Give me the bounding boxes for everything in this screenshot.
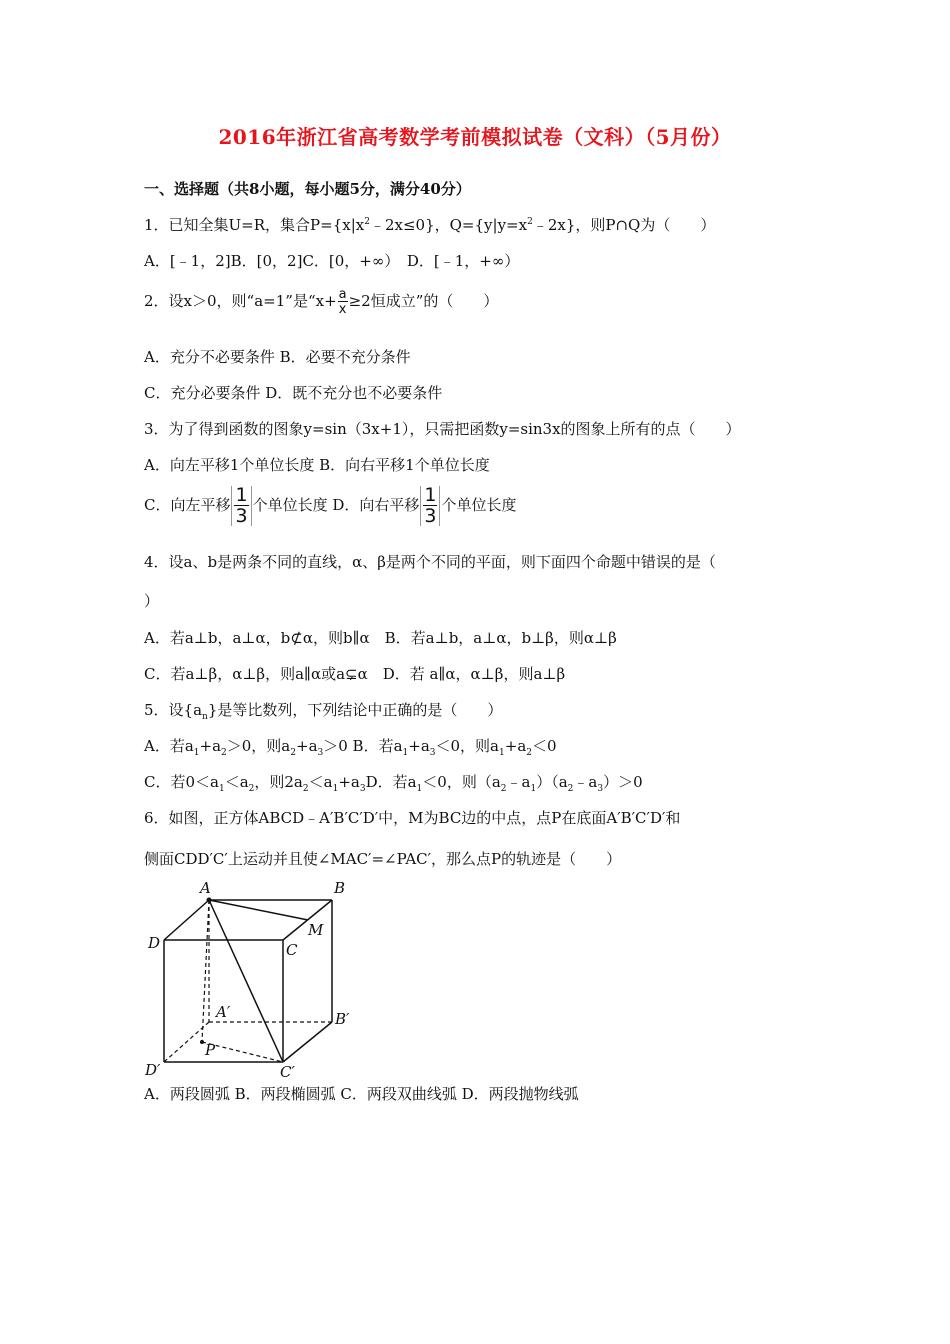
label-A: A — [200, 879, 211, 897]
question-3-options-line1: A．向左平移1个单位长度 B．向右平移1个单位长度 — [144, 456, 490, 474]
q5-subscript: 2 — [526, 748, 532, 758]
q5-subscript: 1 — [530, 784, 537, 794]
q5-subscript: 1 — [416, 784, 423, 794]
q1-stem-part: ﹣2x}，则P∩Q为（ ） — [532, 216, 716, 234]
q5-subscript: 2 — [290, 748, 296, 758]
q5-subscript: 3 — [359, 784, 366, 794]
label-D1: D′ — [145, 1061, 161, 1078]
page-title: 2016年浙江省高考数学考前模拟试卷（文科）（5月份） — [218, 125, 732, 149]
q5-option-text: ＜a — [224, 773, 249, 791]
q5-subscript: 3 — [429, 748, 436, 758]
q5-subscript: 1 — [332, 784, 339, 794]
q5-option-text: ＞0 B．若a — [323, 737, 403, 755]
q5-subscript: 1 — [402, 748, 409, 758]
question-2-stem — [144, 288, 498, 316]
label-M: M — [308, 921, 324, 939]
q5-option-text: +a — [296, 737, 318, 755]
label-A1: A′ — [216, 1003, 231, 1021]
label-C1: C′ — [280, 1063, 295, 1078]
q5-option-text: ＜a — [308, 773, 333, 791]
q5-stem-part: 5．设{a — [144, 701, 203, 719]
q5-subscript: 1 — [499, 748, 505, 758]
fraction-one-third — [420, 486, 440, 526]
q5-option-text: +a — [408, 737, 430, 755]
q5-option-text: ＜0，则（a — [422, 773, 501, 791]
q5-subscript: n — [202, 712, 208, 722]
fraction-one-third — [231, 486, 251, 526]
fraction-denominator: x — [338, 302, 347, 317]
q5-subscript: 2 — [302, 784, 309, 794]
q2-stem-part: ≥2恒成立”的（ ） — [348, 292, 499, 310]
question-5-options-line2 — [144, 771, 643, 794]
question-3-options-line2 — [144, 486, 516, 526]
q1-stem-part: 1．已知全集U=R，集合P={x|x — [144, 216, 365, 234]
question-6-options: A．两段圆弧 B．两段椭圆弧 C．两段双曲线弧 D．两段抛物线弧 — [144, 1085, 579, 1103]
q1-superscript: 2 — [527, 217, 533, 227]
q5-option-text: ）＞0 — [603, 773, 643, 791]
fraction-numerator: 1 — [424, 484, 437, 506]
section-heading: 一、选择题（共8小题，每小题5分，满分40分） — [144, 180, 471, 198]
fraction-a-over-x — [338, 288, 348, 316]
segment-AP — [202, 900, 209, 1042]
q1-stem-part: ﹣2x≤0}，Q={y|y=x — [369, 216, 528, 234]
point-P-dot — [200, 1040, 204, 1044]
label-B: B — [334, 879, 346, 897]
label-D: D — [148, 934, 161, 952]
q5-subscript: 3 — [597, 784, 604, 794]
q5-subscript: 2 — [221, 748, 227, 758]
fraction-denominator: 3 — [424, 505, 437, 527]
q5-stem-part: }是等比数列，下列结论中正确的是（ ） — [207, 701, 503, 719]
q5-option-text: ﹣a — [573, 773, 598, 791]
question-4-stem: 4．设a、b是两条不同的直线，α、β是两个不同的平面，则下面四个命题中错误的是（ — [144, 553, 716, 571]
question-2-options-line1: A．充分不必要条件 B．必要不充分条件 — [144, 348, 411, 366]
segment-AC1 — [209, 900, 283, 1062]
edge-AD — [164, 900, 209, 940]
q5-option-text: +a — [199, 737, 222, 755]
question-4-options-line1: A．若a⊥b，a⊥α，b⊄α，则b∥α B．若a⊥b，a⊥α，b⊥β，则α⊥β — [144, 629, 617, 647]
question-6-stem-line2: 侧面CDD′C′上运动并且使∠MAC′=∠PAC′，那么点P的轨迹是（ ） — [144, 850, 622, 868]
q1-superscript: 2 — [364, 217, 370, 227]
fraction-numerator: 1 — [235, 484, 248, 506]
q5-option-text: ＜0 — [532, 737, 557, 755]
question-1-options: A．[﹣1，2]B．[0，2]C．[0，+∞） D．[﹣1，+∞） — [144, 252, 520, 270]
question-2-options-line2: C．充分必要条件 D．既不充分也不必要条件 — [144, 384, 443, 402]
q5-option-text: +a — [338, 773, 360, 791]
q5-option-text: ）（a — [536, 773, 568, 791]
q3-option-part: 个单位长度 D．向右平移 — [252, 496, 420, 514]
q5-option-text: ＞0，则a — [226, 737, 291, 755]
point-A-dot — [207, 898, 212, 903]
q5-subscript: 2 — [500, 784, 507, 794]
edge-C1B1 — [283, 1022, 332, 1062]
q5-option-text: ＜0，则a — [435, 737, 500, 755]
q5-option-text: +a — [504, 737, 527, 755]
question-5-options-line1 — [144, 735, 557, 758]
segment-AM — [209, 900, 308, 920]
fraction-denominator: 3 — [235, 505, 248, 527]
q5-subscript: 2 — [567, 784, 574, 794]
label-P: P — [205, 1041, 216, 1059]
question-4-options-line2: C．若a⊥β，α⊥β，则a∥α或a⊊α D．若 a∥α，α⊥β，则a⊥β — [144, 665, 566, 683]
q5-option-text: ，则2a — [254, 773, 303, 791]
q3-option-part: 个单位长度 — [441, 496, 517, 514]
q5-option-text: D．若a — [365, 773, 417, 791]
q5-option-text: C．若0＜a — [144, 773, 219, 791]
q2-stem-part: 2．设x＞0，则“a=1”是“x+ — [144, 292, 337, 310]
label-B1: B′ — [335, 1010, 350, 1028]
fraction-numerator: a — [338, 287, 347, 302]
q5-subscript: 1 — [193, 748, 200, 758]
question-6-stem-line1: 6．如图，正方体ABCD﹣A′B′C′D′中，M为BC边的中点，点P在底面A′B′C′D′和 — [144, 809, 681, 827]
q3-option-part: C．向左平移 — [144, 496, 231, 514]
label-C: C — [286, 941, 298, 959]
question-1-stem — [144, 214, 715, 235]
question-5-stem — [144, 699, 502, 722]
q5-option-text: ﹣a — [506, 773, 531, 791]
cube-figure — [140, 878, 355, 1078]
q5-subscript: 3 — [317, 748, 324, 758]
q5-subscript: 2 — [248, 784, 255, 794]
question-3-stem: 3．为了得到函数的图象y=sin（3x+1），只需把函数y=sin3x的图象上所有的点（ ） — [144, 420, 741, 438]
cube-diagram — [140, 878, 355, 1078]
q5-option-text: A．若a — [144, 737, 194, 755]
question-4-stem-continued: ） — [144, 592, 160, 610]
q5-subscript: 1 — [218, 784, 225, 794]
